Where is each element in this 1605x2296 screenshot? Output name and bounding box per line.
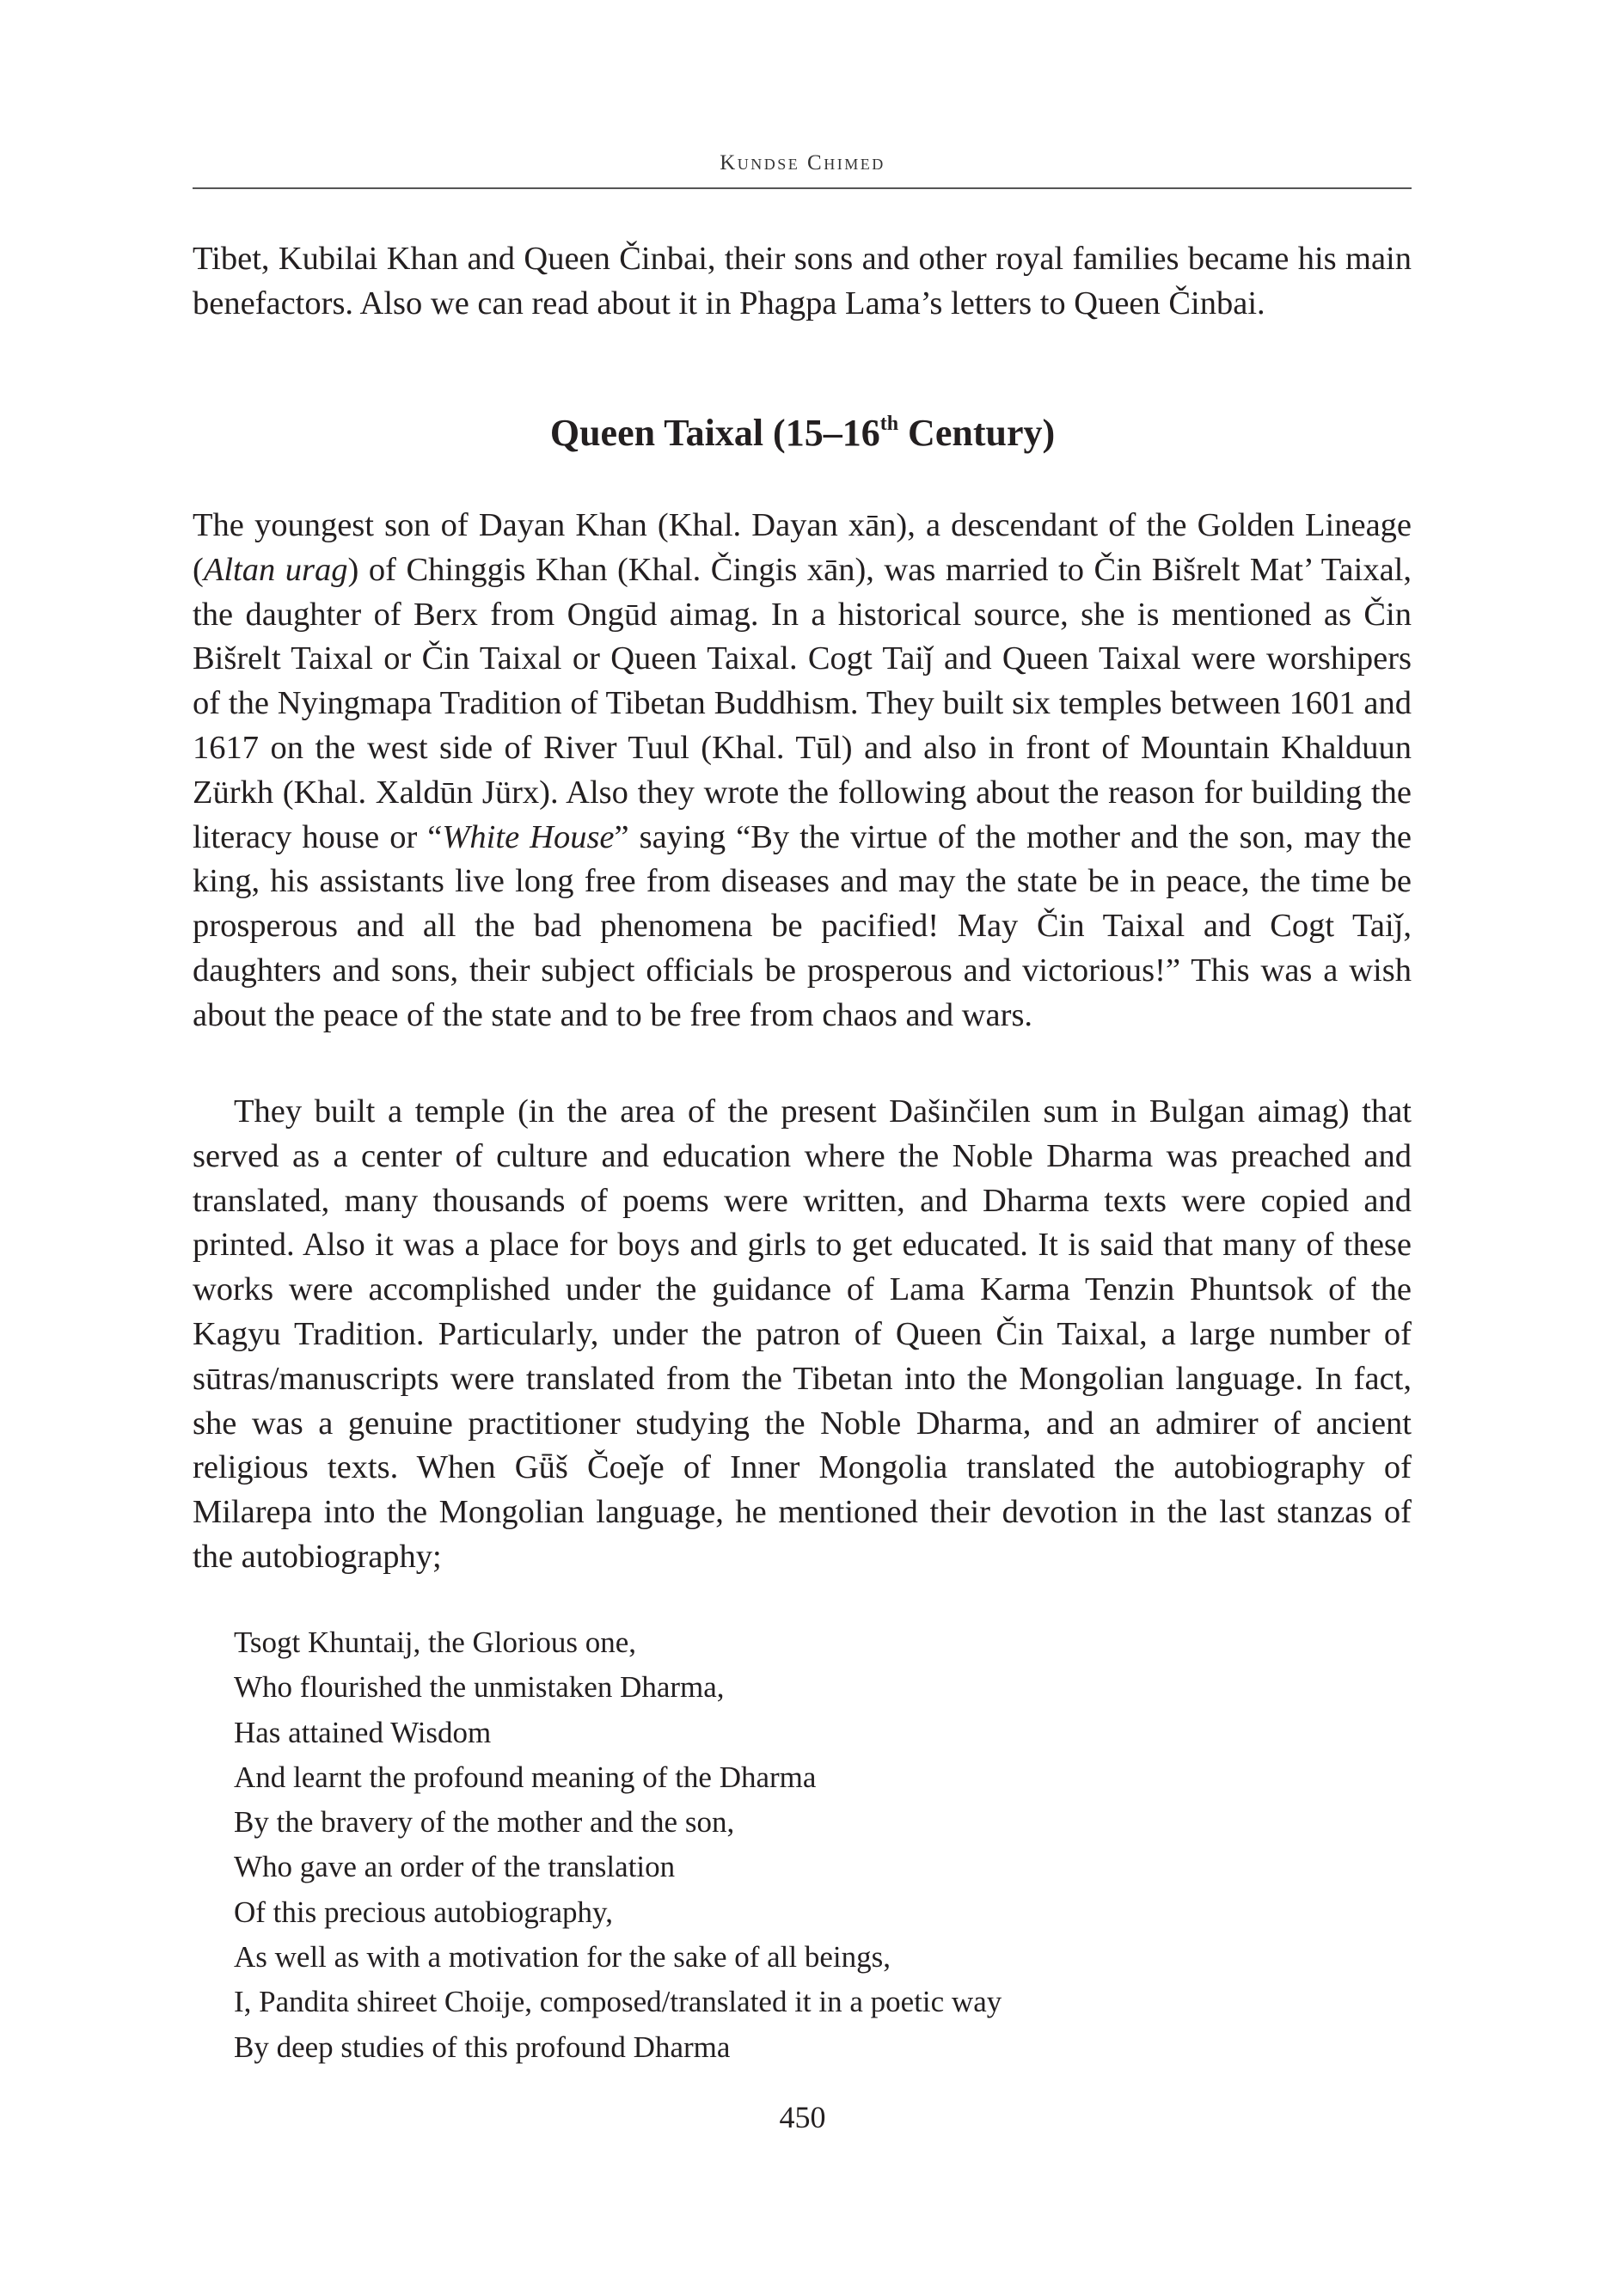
verse-line: Who flourished the unmistaken Dharma, [234,1670,725,1705]
page-number: 450 [779,2100,826,2134]
heading-superscript: th [879,413,899,435]
verse-line: As well as with a motivation for the sake of all beings, [234,1940,891,1975]
paragraph-1 [193,504,1412,1038]
verse-line: And learnt the profound meaning of the Dharma [234,1760,817,1794]
intro-paragraph [193,237,1412,327]
paragraph-2 [193,1090,1412,1580]
verse-line: By the bravery of the mother and the son, [234,1805,735,1840]
verse-block [234,1620,1403,2070]
header-rule [193,187,1412,189]
section-heading [0,407,1605,459]
paragraph-1-seg3: ” saying “By the virtue of the mother and the son, may the king, his assistants live long free from diseases and may the state be in peace, the time be prosperous and all the bad phenomena be pacified! May Čin Taixal and Cogt Taiǰ, daughters and sons, their subject officials be prosperous and victorious!” This was a wish about the peace of the state and to be free from chaos and wars. [193,818,1412,1033]
paragraph-1-seg2: ) of Chinggis Khan (Khal. Čingis xān), was married to Čin Bišrelt Mat’ Taixal, the daughter of Berx from Ongūd aimag. In a historical source, she is mentioned as Čin Bišrelt Taixal or Čin Taixal or Queen Taixal. Cogt Taiǰ and Queen Taixal were worshipers of the Nyingmapa Tradition of Tibetan Buddhism. They built six temples between 1601 and 1617 on the west side of River Tuul (Khal. Tūl) and also in front of Mountain Khalduun Zürkh (Khal. Xaldūn Jürx). Also they wrote the following about the reason for building the literacy house or “ [193,551,1412,855]
running-head: Kundse Chimed [720,151,885,174]
paragraph-1-italic-altan-urag: Altan urag [203,551,348,588]
verse-line: Of this precious autobiography, [234,1895,613,1929]
paragraph-1-italic-white-house: White House [442,818,615,855]
verse-line: By deep studies of this profound Dharma [234,2030,731,2064]
paragraph-2-text: They built a temple (in the area of the present Dašinčilen sum in Bulgan aimag) that served as a center of culture and education where the Noble Dharma was preached and translated, many thousands of poems were written, and Dharma texts were copied and printed. Also it was a place for boys and girls to get educated. It is said that many of these works were accomplished under the guidance of Lama Karma Tenzin Phuntsok of the Kagyu Tradition. Particularly, under the patron of Queen Čin Taixal, a large number of sūtras/manuscripts were translated from the Tibetan into the Mongolian language. In fact, she was a genuine practitioner studying the Noble Dharma, and an admirer of ancient religious texts. When Gǖš Čoeǰe of Inner Mongolia translated the autobiography of Milarepa into the Mongolian language, he mentioned their devotion in the last stanzas of the autobiography; [193,1093,1412,1575]
verse-line: Tsogt Khuntaij, the Glorious one, [234,1626,637,1659]
verse-line: I, Pandita shireet Choije, composed/translated it in a poetic way [234,1985,1002,2019]
verse-line: Who gave an order of the translation [234,1850,676,1884]
verse-line: Has attained Wisdom [234,1715,492,1749]
paragraph-1-seg1: The youngest son of Dayan Khan (Khal. Dayan xān), a descendant of the Golden Lineage ( [193,507,1412,588]
heading-text-start: Queen Taixal (15–16 [549,412,880,454]
heading-text-end: Century) [898,412,1056,454]
intro-text: Tibet, Kubilai Khan and Queen Činbai, their sons and other royal families became his main benefactors. Also we can read about it in Phagpa Lama’s letters to Queen Činbai. [193,241,1412,321]
